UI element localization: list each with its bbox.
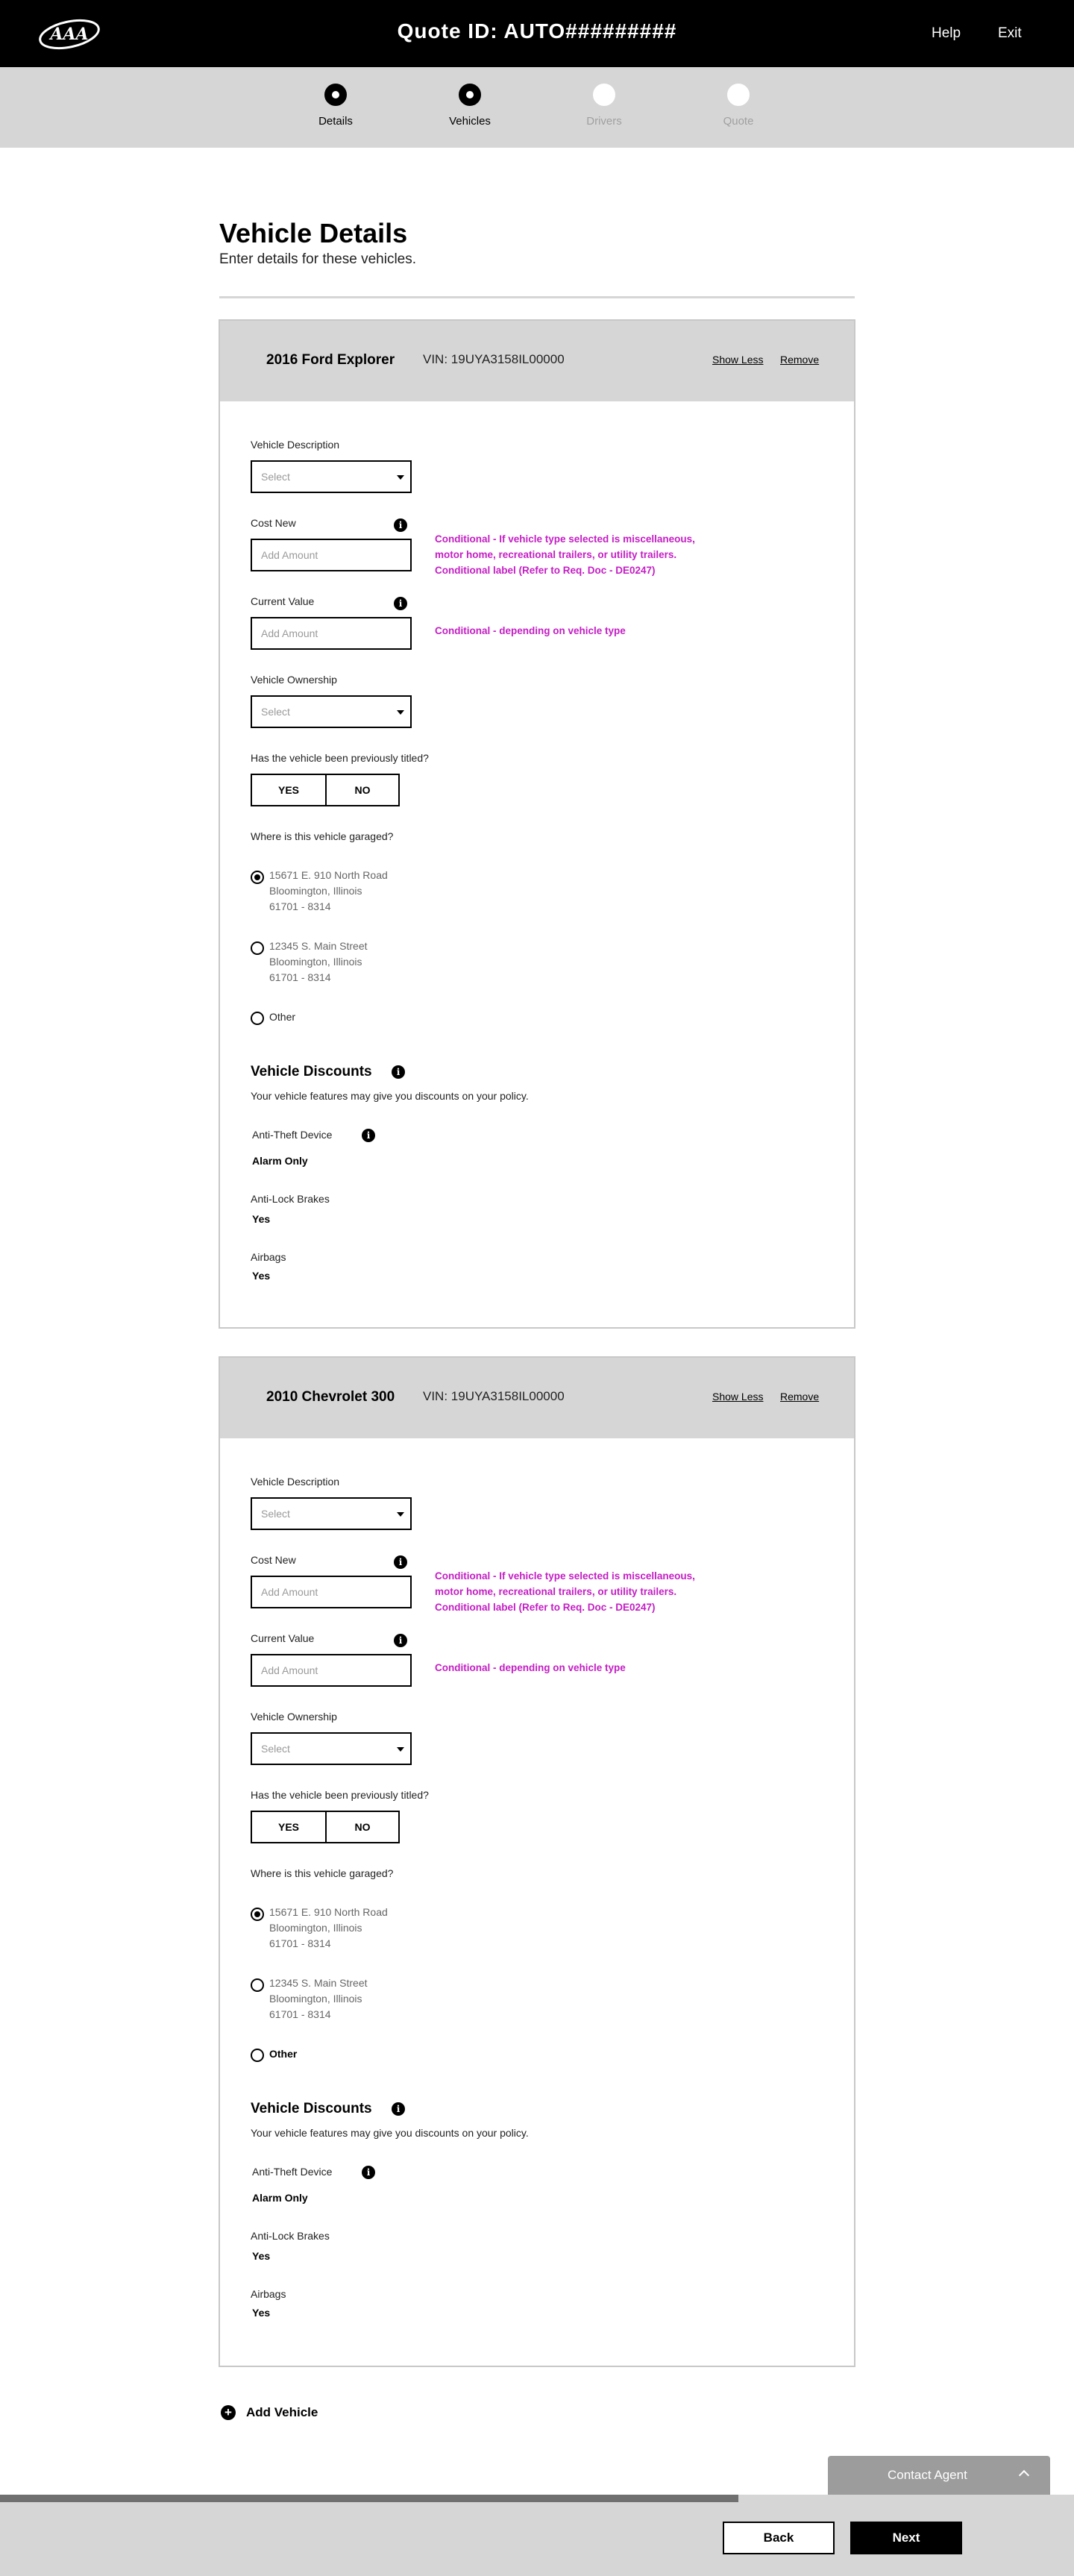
progress-bar xyxy=(0,2495,1074,2502)
caret-down-icon xyxy=(397,710,404,715)
previously-titled-toggle xyxy=(251,774,400,806)
info-icon[interactable]: i xyxy=(394,1634,407,1647)
address-1-radio[interactable] xyxy=(251,1908,264,1921)
cost-new-input[interactable] xyxy=(251,1576,412,1608)
vehicle-description-label: Vehicle Description xyxy=(251,439,340,451)
select-placeholder: Select xyxy=(261,1743,290,1755)
exit-link[interactable]: Exit xyxy=(998,25,1022,41)
vehicle-ownership-label: Vehicle Ownership xyxy=(251,674,337,686)
vehicle-ownership-select[interactable] xyxy=(251,695,412,728)
current-value-conditional-note: Conditional - depending on vehicle type xyxy=(435,625,626,636)
vehicle-card-header xyxy=(220,321,854,401)
airbags-value: Yes xyxy=(252,1270,271,1282)
step-label: Vehicles xyxy=(449,115,491,128)
note-line: Conditional - If vehicle type selected is miscellaneous, xyxy=(435,1570,695,1582)
vehicle-name: 2016 Ford Explorer xyxy=(266,352,395,368)
anti-lock-brakes-value: Yes xyxy=(252,1213,271,1225)
current-value-label: Current Value xyxy=(251,595,315,607)
chevron-up-icon xyxy=(1019,2470,1029,2481)
cost-new-conditional-note xyxy=(435,1568,695,1615)
other-label[interactable]: Other xyxy=(269,2048,298,2060)
other-radio[interactable] xyxy=(251,1012,264,1025)
remove-link[interactable]: Remove xyxy=(780,1391,820,1403)
yes-button[interactable]: YES xyxy=(277,784,299,796)
step-details[interactable] xyxy=(291,84,380,128)
select-placeholder: Select xyxy=(261,706,290,718)
cost-new-label: Cost New xyxy=(251,1554,296,1566)
address-2-radio[interactable] xyxy=(251,1978,264,1992)
other-radio[interactable] xyxy=(251,2049,264,2062)
step-quote xyxy=(694,84,783,128)
note-line: Conditional label (Refer to Req. Doc - DE0247) xyxy=(435,565,656,576)
info-icon[interactable]: i xyxy=(392,1065,405,1079)
no-button[interactable]: NO xyxy=(325,775,398,805)
cost-new-label: Cost New xyxy=(251,517,296,529)
vehicle-description-label: Vehicle Description xyxy=(251,1476,340,1488)
vehicle-card-1 xyxy=(219,319,855,1329)
step-label: Details xyxy=(318,115,353,128)
info-icon[interactable]: i xyxy=(394,1555,407,1569)
note-line: motor home, recreational trailers, or utility trailers. xyxy=(435,1586,677,1597)
vehicle-ownership-label: Vehicle Ownership xyxy=(251,1711,337,1723)
garaged-label: Where is this vehicle garaged? xyxy=(251,830,394,842)
vehicle-card-2 xyxy=(219,1356,855,2367)
address-1[interactable] xyxy=(269,1905,388,1952)
address-line: 15671 E. 910 North Road xyxy=(269,1906,388,1918)
current-value-input[interactable] xyxy=(251,1654,412,1687)
airbags-label: Airbags xyxy=(251,2288,286,2300)
step-label: Drivers xyxy=(586,115,622,128)
info-icon[interactable]: i xyxy=(392,2102,405,2116)
divider xyxy=(219,296,855,298)
no-button[interactable]: NO xyxy=(325,1812,398,1842)
previously-titled-toggle xyxy=(251,1811,400,1843)
vehicle-card-header xyxy=(220,1358,854,1438)
airbags-label: Airbags xyxy=(251,1251,286,1263)
step-indicator-icon xyxy=(593,84,615,106)
vehicle-ownership-select[interactable] xyxy=(251,1732,412,1765)
page-title: Vehicle Details xyxy=(219,218,408,248)
anti-theft-label: Anti-Theft Device xyxy=(252,1129,333,1141)
vehicle-description-select[interactable] xyxy=(251,460,412,493)
current-value-conditional-note: Conditional - depending on vehicle type xyxy=(435,1662,626,1673)
progress-stepper xyxy=(0,67,1074,148)
vehicle-discounts-title: Vehicle Discounts xyxy=(251,1064,372,1079)
info-icon[interactable]: i xyxy=(362,1129,375,1142)
contact-agent-button[interactable] xyxy=(828,2456,1050,2495)
garaged-label: Where is this vehicle garaged? xyxy=(251,1867,394,1879)
info-icon[interactable]: i xyxy=(394,597,407,610)
remove-link[interactable]: Remove xyxy=(780,354,820,366)
airbags-value: Yes xyxy=(252,2307,271,2319)
vehicle-discounts-title: Vehicle Discounts xyxy=(251,2101,372,2116)
previously-titled-label: Has the vehicle been previously titled? xyxy=(251,752,429,764)
vehicle-description-select[interactable] xyxy=(251,1497,412,1530)
address-line: 61701 - 8314 xyxy=(269,1937,331,1949)
caret-down-icon xyxy=(397,1512,404,1517)
anti-lock-brakes-label: Anti-Lock Brakes xyxy=(251,1193,330,1205)
page-subtitle: Enter details for these vehicles. xyxy=(219,251,417,267)
quote-id: Quote ID: AUTO######### xyxy=(397,19,677,43)
yes-button[interactable]: YES xyxy=(277,1821,299,1833)
step-label: Quote xyxy=(723,115,754,128)
address-2-radio[interactable] xyxy=(251,941,264,955)
address-2[interactable] xyxy=(269,938,368,985)
step-vehicles[interactable] xyxy=(425,84,515,128)
anti-theft-value: Alarm Only xyxy=(252,1155,308,1167)
vehicle-vin: VIN: 19UYA3158IL00000 xyxy=(423,1389,565,1403)
step-indicator-icon xyxy=(727,84,750,106)
step-indicator-icon xyxy=(324,84,347,106)
other-label[interactable]: Other xyxy=(269,1011,296,1023)
step-indicator-icon xyxy=(459,84,481,106)
step-drivers xyxy=(559,84,649,128)
top-bar xyxy=(0,0,1074,67)
note-line: motor home, recreational trailers, or utility trailers. xyxy=(435,549,677,560)
vehicle-discounts-subtitle: Your vehicle features may give you discounts on your policy. xyxy=(251,2127,529,2139)
address-line: 61701 - 8314 xyxy=(269,2008,331,2020)
cost-new-input[interactable] xyxy=(251,539,412,571)
caret-down-icon xyxy=(397,475,404,480)
vehicle-discounts-subtitle: Your vehicle features may give you discounts on your policy. xyxy=(251,1090,529,1102)
current-value-label: Current Value xyxy=(251,1632,315,1644)
cost-new-conditional-note xyxy=(435,531,695,578)
address-line: 12345 S. Main Street xyxy=(269,940,368,952)
select-placeholder: Select xyxy=(261,1508,290,1520)
footer-bar xyxy=(0,2495,1074,2576)
address-line: Bloomington, Illinois xyxy=(269,885,362,897)
contact-agent-label: Contact Agent xyxy=(888,2468,967,2482)
plus-icon: + xyxy=(221,2405,236,2420)
address-1-radio[interactable] xyxy=(251,871,264,884)
next-button[interactable]: Next xyxy=(850,2522,962,2554)
select-placeholder: Select xyxy=(261,471,290,483)
progress-bar-fill xyxy=(0,2495,738,2502)
caret-down-icon xyxy=(397,1747,404,1752)
note-line: Conditional label (Refer to Req. Doc - DE0247) xyxy=(435,1602,656,1613)
info-icon[interactable]: i xyxy=(394,518,407,532)
show-less-link[interactable]: Show Less xyxy=(712,354,764,366)
add-vehicle-label: Add Vehicle xyxy=(246,2405,318,2419)
anti-theft-label: Anti-Theft Device xyxy=(252,2166,333,2178)
address-line: Bloomington, Illinois xyxy=(269,956,362,968)
back-button[interactable]: Back xyxy=(723,2522,835,2554)
svg-text:AAA: AAA xyxy=(50,25,89,44)
current-value-input[interactable] xyxy=(251,617,412,650)
anti-lock-brakes-value: Yes xyxy=(252,2250,271,2262)
note-line: Conditional - If vehicle type selected is miscellaneous, xyxy=(435,533,695,545)
help-link[interactable]: Help xyxy=(932,25,961,41)
anti-theft-value: Alarm Only xyxy=(252,2192,308,2204)
anti-lock-brakes-label: Anti-Lock Brakes xyxy=(251,2230,330,2242)
vehicle-name: 2010 Chevrolet 300 xyxy=(266,1389,395,1405)
address-line: 12345 S. Main Street xyxy=(269,1977,368,1989)
address-2[interactable] xyxy=(269,1975,368,2022)
address-1[interactable] xyxy=(269,868,388,915)
address-line: 61701 - 8314 xyxy=(269,971,331,983)
address-line: Bloomington, Illinois xyxy=(269,1922,362,1934)
show-less-link[interactable]: Show Less xyxy=(712,1391,764,1403)
address-line: 61701 - 8314 xyxy=(269,900,331,912)
address-line: 15671 E. 910 North Road xyxy=(269,869,388,881)
previously-titled-label: Has the vehicle been previously titled? xyxy=(251,1789,429,1801)
info-icon[interactable]: i xyxy=(362,2166,375,2179)
vehicle-vin: VIN: 19UYA3158IL00000 xyxy=(423,352,565,366)
address-line: Bloomington, Illinois xyxy=(269,1993,362,2005)
